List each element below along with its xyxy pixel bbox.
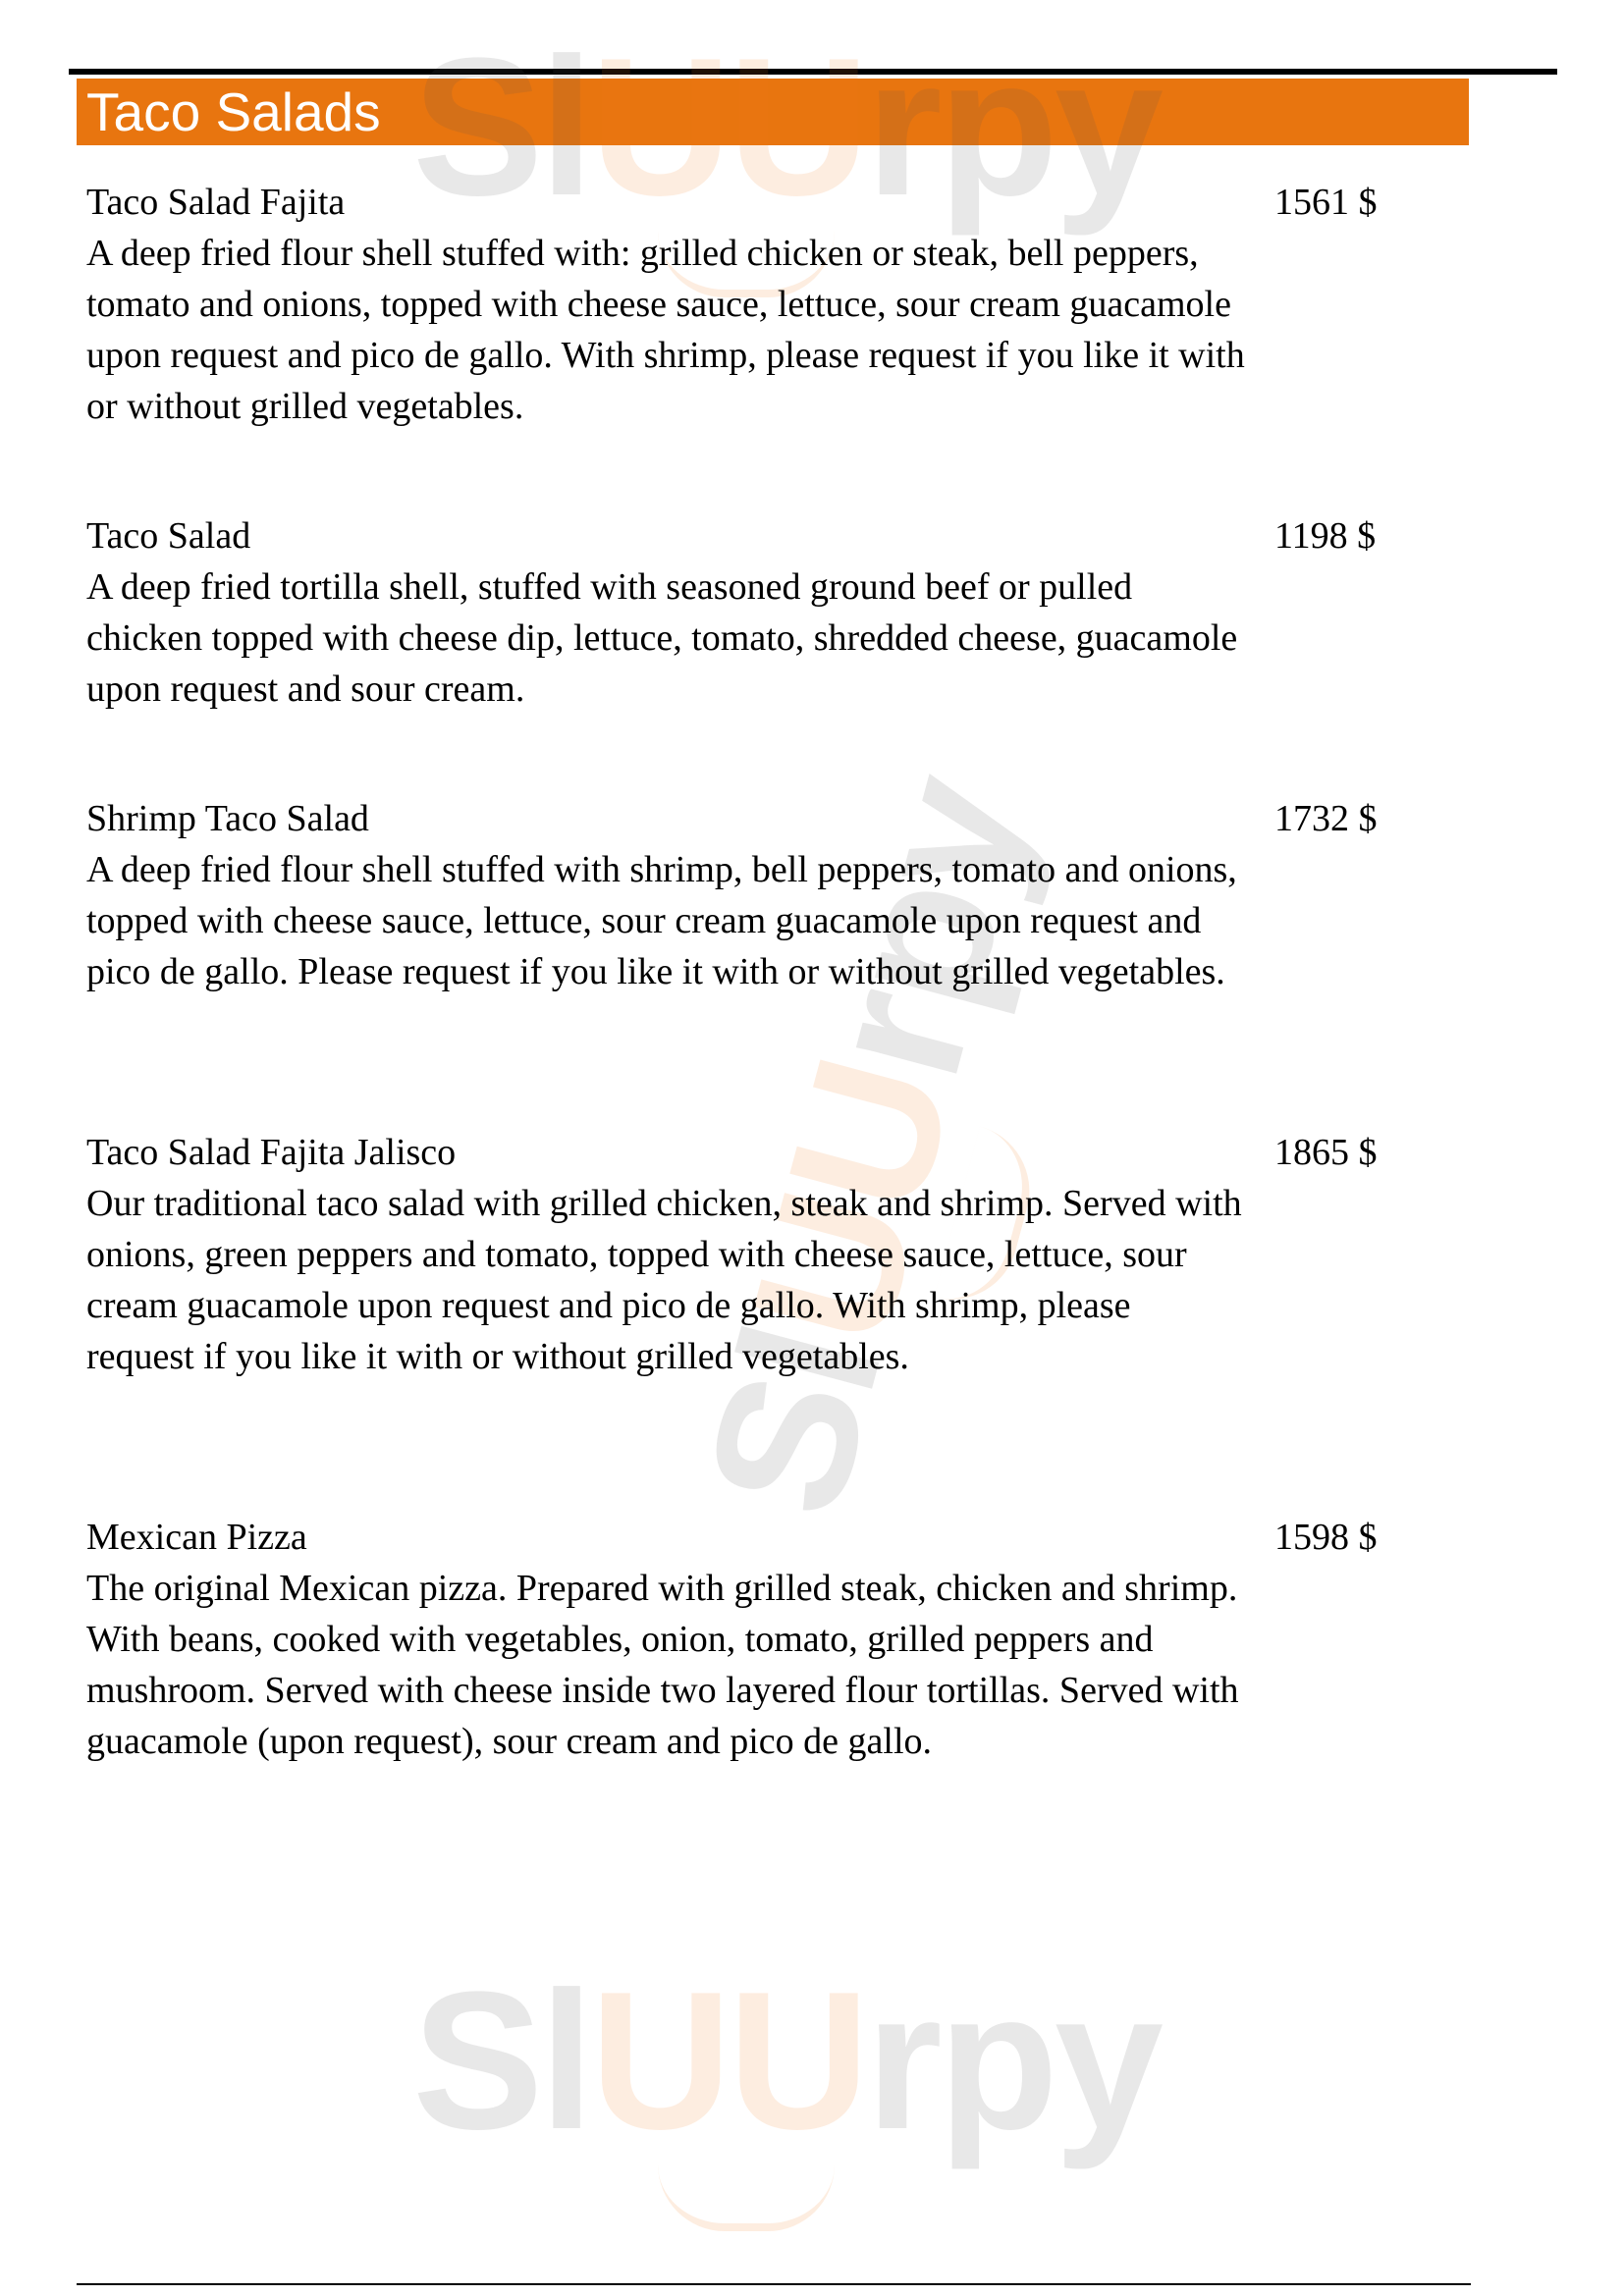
- watermark-logo: SlUUrpy: [412, 1953, 1218, 2248]
- item-name: Taco Salad Fajita: [86, 182, 346, 223]
- item-description: The original Mexican pizza. Prepared with grilled steak, chicken and shrimp. With beans, cooked with vegetables, onion, tomato, grilled peppers and mushroom. Served with cheese inside two layered flour tortillas. Served with guacamole (upon request), sour cream and pico de gallo.: [86, 1568, 1239, 1762]
- item-name: Mexican Pizza: [86, 1517, 307, 1558]
- item-description: A deep fried tortilla shell, stuffed with seasoned ground beef or pulled chicken topped with cheese dip, lettuce, tomato, shredded cheese, guacamole upon request and sour cream.: [86, 566, 1238, 710]
- item-description: A deep fried flour shell stuffed with: grilled chicken or steak, bell peppers, tomato and onions, topped with cheese sauce, lettuce, sour cream guacamole upon request and pico de gallo. With shrimp, please request if you like it with or without grilled vegetables.: [86, 233, 1245, 427]
- item-name: Taco Salad Fajita Jalisco: [86, 1132, 457, 1173]
- item-description: A deep fried flour shell stuffed with shrimp, bell peppers, tomato and onions, topped with cheese sauce, lettuce, sour cream guacamole upon request and pico de gallo. Please request if you like it with or without grilled vegetables.: [86, 849, 1237, 992]
- item-name: Shrimp Taco Salad: [86, 798, 369, 839]
- top-rule: [69, 69, 1557, 75]
- item-price: 1561 $: [1274, 182, 1378, 223]
- item-name: Taco Salad: [86, 515, 251, 557]
- item-price: 1598 $: [1274, 1517, 1378, 1558]
- item-price: 1198 $: [1274, 515, 1377, 557]
- menu-item: [86, 1512, 1402, 1767]
- menu-item: [86, 793, 1402, 997]
- menu-item: [86, 1127, 1402, 1382]
- menu-item: [86, 177, 1402, 432]
- menu-item: [86, 510, 1402, 715]
- watermark-logo: SlUUrpy: [665, 757, 1070, 1536]
- item-description: Our traditional taco salad with grilled chicken, steak and shrimp. Served with onions, green peppers and tomato, topped with cheese sauce, lettuce, sour cream guacamole upon request and pico de gallo. With shrimp, please request if you like it with or without grilled vegetables.: [86, 1183, 1242, 1377]
- section-header: [77, 79, 1469, 145]
- section-title: Taco Salads: [86, 81, 381, 142]
- item-price: 1732 $: [1274, 798, 1378, 839]
- item-price: 1865 $: [1274, 1132, 1378, 1173]
- bottom-rule: [77, 2283, 1471, 2285]
